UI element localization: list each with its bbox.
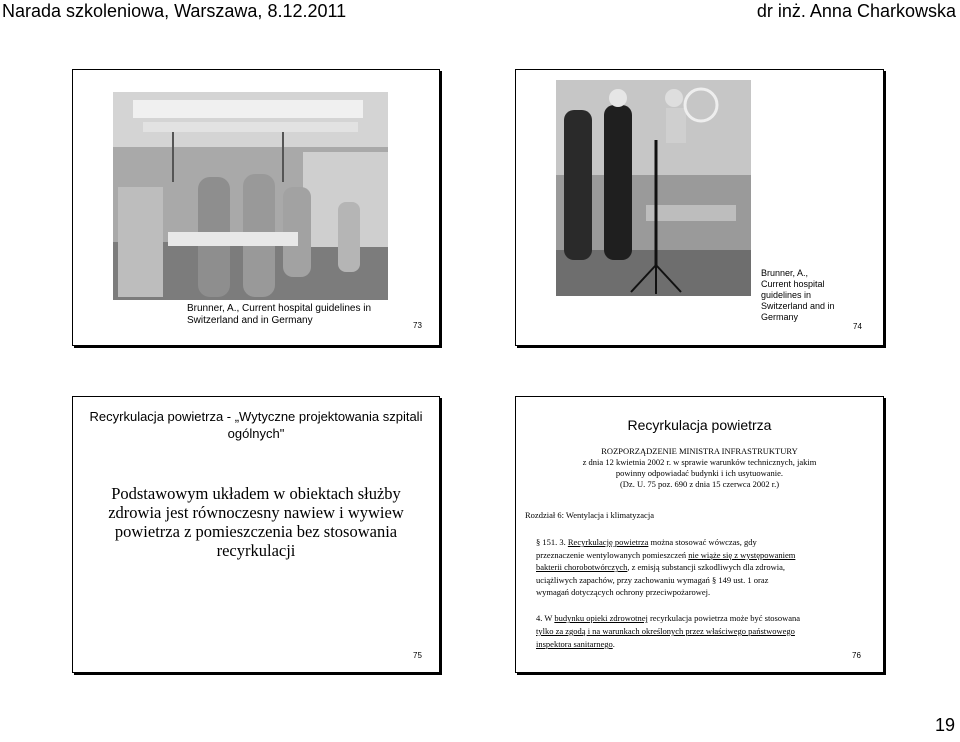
slide-73 (72, 69, 440, 346)
par4-underline-2: tylko za zgodą i na warunkach określonych przez właściwego państwowego (536, 626, 795, 636)
document-header-right: dr inż. Anna Charkowska (756, 1, 956, 21)
slide-74-number: 74 (853, 322, 862, 331)
document-header-left: Narada szkoleniowa, Warszawa, 8.12.2011 (2, 1, 347, 21)
page-number: 19 (934, 715, 955, 735)
slide-73-caption-line1: Brunner, A., Current hospital guidelines in (187, 303, 371, 314)
par4-text-3: . (612, 639, 615, 649)
par151-text-4: uciążliwych zapachów, przy zachowaniu wymagań § 149 ust. 1 oraz (536, 574, 769, 585)
slide-75-title-line2: ogólnych" (227, 426, 285, 441)
operating-room-image (113, 92, 388, 300)
paragraph-4 (536, 612, 881, 651)
slide-76-title: Recyrkulacja powietrza (627, 417, 772, 433)
par151-text-3: , z emisją substancji szkodliwych dla zdrowia, (627, 562, 786, 573)
par151-underline-3: bakterii chorobotwórczych (536, 562, 628, 573)
slide-74-caption (761, 268, 835, 323)
regulation-line: ROZPORZĄDZENIE MINISTRA INFRASTRUKTURY (601, 446, 798, 456)
slide-74-caption-line: Brunner, A., (761, 268, 809, 278)
slide-74 (515, 69, 884, 346)
slide-75-body-line: powietrza z pomieszczenia bez stosowania (114, 522, 398, 541)
regulation-line: z dnia 12 kwietnia 2002 r. w sprawie warunków technicznych, jakim (582, 457, 817, 467)
test-chamber-photo (556, 80, 751, 296)
slide-75-number: 75 (413, 651, 422, 660)
par4-underline-3: inspektora sanitarnego (536, 639, 613, 649)
par4-prefix: 4. W (536, 613, 555, 623)
slide-75-title-line1: Recyrkulacja powietrza - „Wytyczne projektowania szpitali (89, 409, 423, 424)
par151-underline-2: nie wiąże się z występowaniem (688, 549, 796, 560)
par151-prefix: § 151. 3. (536, 537, 568, 547)
slide-73-number: 73 (413, 321, 422, 330)
slide-75-body-line: Podstawowym układem w obiektach służby (111, 484, 401, 503)
regulation-line: powinny odpowiadać budynki i ich usytuowanie. (615, 468, 784, 478)
operating-room-photo (113, 92, 388, 300)
slide-76-number: 76 (852, 651, 861, 660)
par151-text-5: wymagań dotyczących ochrony przeciwpożarowej. (536, 587, 711, 598)
par4-text-1: recyrkulacja powietrza może być stosowana (647, 613, 801, 623)
slide-73-caption-line2: Switzerland and in Germany (187, 315, 313, 326)
slide-76 (515, 396, 884, 673)
slide-75-body-line: zdrowia jest równoczesny nawiew i wywiew (108, 503, 404, 522)
slide-74-caption-line: Germany (761, 312, 799, 322)
regulation-line: (Dz. U. 75 poz. 690 z dnia 15 czerwca 2002 r.) (619, 479, 780, 489)
slide-74-caption-line: Current hospital (761, 279, 825, 289)
slide-75-body-line: recyrkulacji (216, 541, 296, 560)
par151-text-2: przeznaczenie wentylowanych pomieszczeń (536, 549, 689, 560)
test-chamber-image (556, 80, 751, 296)
par151-text-1: można stosować wówczas, gdy (648, 537, 757, 547)
chapter-heading: Rozdział 6: Wentylacja i klimatyzacja (525, 510, 654, 520)
par4-underline-1: budynku opieki zdrowotnej (554, 613, 648, 623)
slide-74-caption-line: Switzerland and in (761, 301, 835, 311)
slide-74-caption-line: guidelines in (761, 290, 812, 300)
paragraph-151 (536, 536, 881, 599)
slide-75 (72, 396, 440, 673)
par151-underline-1: Recyrkulację powietrza (567, 537, 649, 547)
